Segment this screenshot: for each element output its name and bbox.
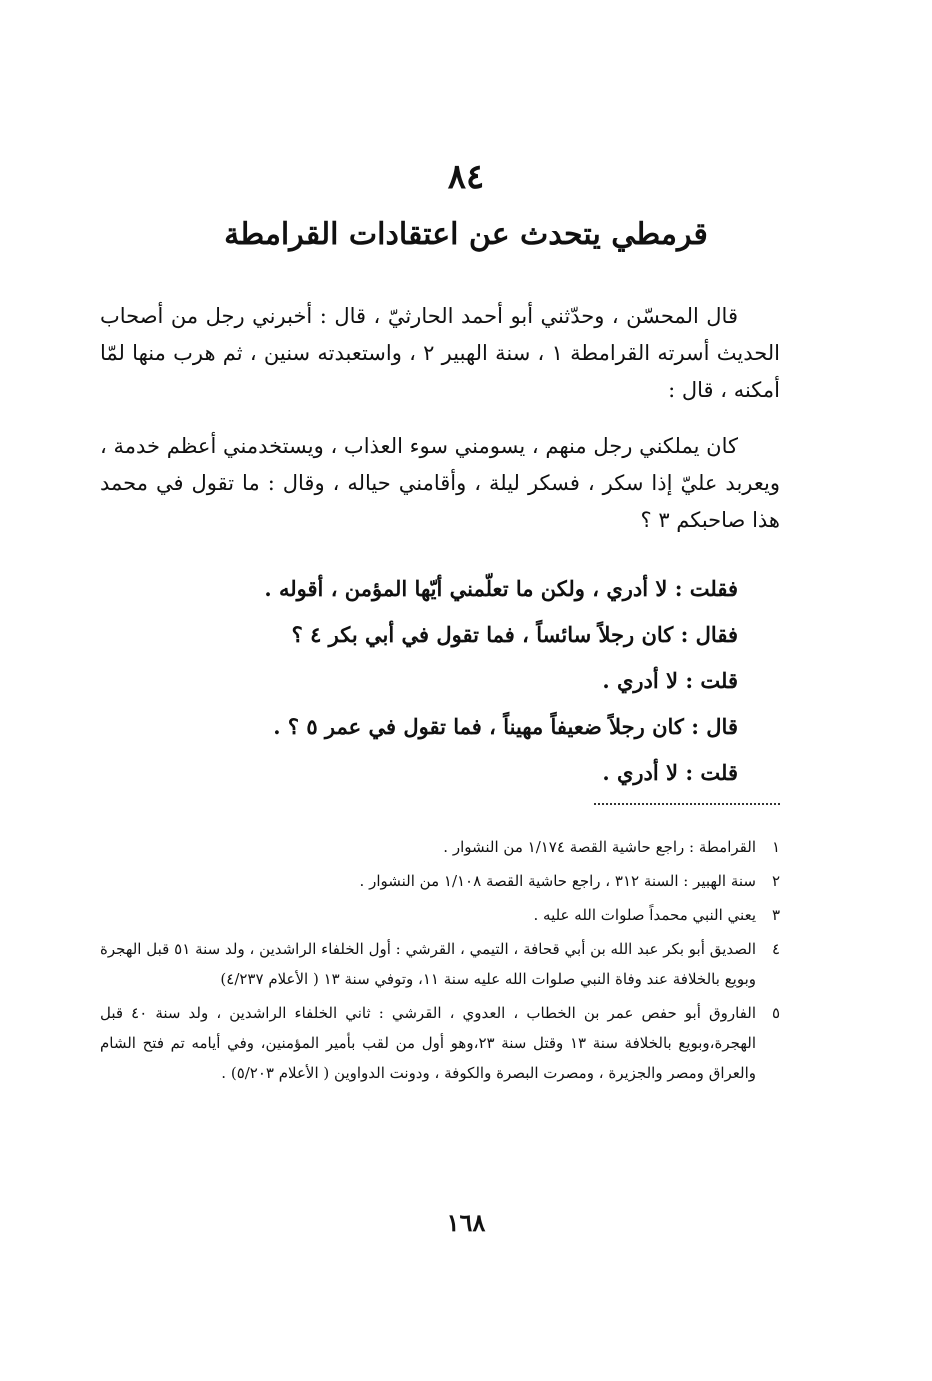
footnote bbox=[100, 866, 780, 896]
footnote-text: الفاروق أبو حفص عمر بن الخطاب ، العدوي ، القرشي : ثاني الخلفاء الراشدين ، ولد سنة ٤٠ قبل الهجرة،وبويع بالخلافة سنة ١٣ وقتل سنة ٢٣،وهو أول من لقب بأمير المؤمنين، وفي أيامه تم فتح الشام والعراق ومصر والجزيرة ، ومصرت البصرة والكوفة ، ودونت الدواوين ( الأعلام ٥/٢٠٣) . bbox=[100, 1004, 756, 1082]
footnote-separator bbox=[594, 803, 780, 805]
footnote-number: ٤ bbox=[771, 940, 780, 958]
footnote bbox=[100, 900, 780, 930]
story-title: قرمطي يتحدث عن اعتقادات القرامطة bbox=[224, 217, 708, 252]
dialogue-line: قلت : لا أدري . bbox=[602, 668, 738, 693]
dialogue-line: فقال : كان رجلاً سائساً ، فما تقول في أبي بكر ٤ ؟ bbox=[291, 622, 738, 647]
footnote-text: سنة الهبير : السنة ٣١٢ ، راجع حاشية القصة ١/١٠٨ من النشوار . bbox=[359, 872, 756, 890]
footnotes bbox=[100, 832, 780, 1092]
footnote bbox=[100, 934, 780, 994]
footnote-number: ٥ bbox=[771, 1004, 780, 1022]
footnote bbox=[100, 832, 780, 862]
paragraph-text: قال المحسّن ، وحدّثني أبو أحمد الحارثيّ ، قال : أخبرني رجل من أصحاب الحديث أسرته القرامطة ١ ، سنة الهبير ٢ ، واستعبدته سنين ، ثم هرب منها لمّا أمكنه ، قال : bbox=[100, 304, 781, 402]
dialogue-line: قال : كان رجلاً ضعيفاً مهيناً ، فما تقول في عمر ٥ ؟ . bbox=[273, 714, 738, 739]
narrative-paragraph bbox=[100, 298, 780, 409]
dialogue-line: فقلت : لا أدري ، ولكن ما تعلّمني أيّها المؤمن ، أقوله . bbox=[264, 576, 738, 601]
footnote-number: ٣ bbox=[771, 906, 780, 924]
footnote-text: الصديق أبو بكر عبد الله بن أبي قحافة ، التيمي ، القرشي : أول الخلفاء الراشدين ، ولد سنة ٥١ قبل الهجرة وبويع بالخلافة عند وفاة النبي صلوات الله عليه سنة ١١، وتوفي سنة ١٣ ( الأعلام ٤/٢٣٧) bbox=[100, 940, 757, 988]
footnote-number: ١ bbox=[771, 838, 780, 856]
footnote-text: يعني النبي محمداً صلوات الله عليه . bbox=[533, 906, 756, 924]
footnote bbox=[100, 998, 780, 1088]
narrative-paragraph bbox=[100, 428, 780, 539]
footnote-number: ٢ bbox=[771, 872, 780, 890]
dialogue-block bbox=[100, 566, 780, 796]
paragraph-text: كان يملكني رجل منهم ، يسومني سوء العذاب ، ويستخدمني أعظم خدمة ، ويعربد عليّ إذا سكر ، فسكر ليلة ، وأقامني حياله ، وقال : ما تقول في محمد هذا صاحبكم ٣ ؟ bbox=[100, 434, 780, 532]
dialogue-line: قلت : لا أدري . bbox=[602, 760, 738, 785]
story-number: ٨٤ bbox=[447, 157, 485, 197]
footnote-text: القرامطة : راجع حاشية القصة ١/١٧٤ من النشوار . bbox=[443, 838, 756, 856]
page-number: ١٦٨ bbox=[446, 1208, 486, 1237]
